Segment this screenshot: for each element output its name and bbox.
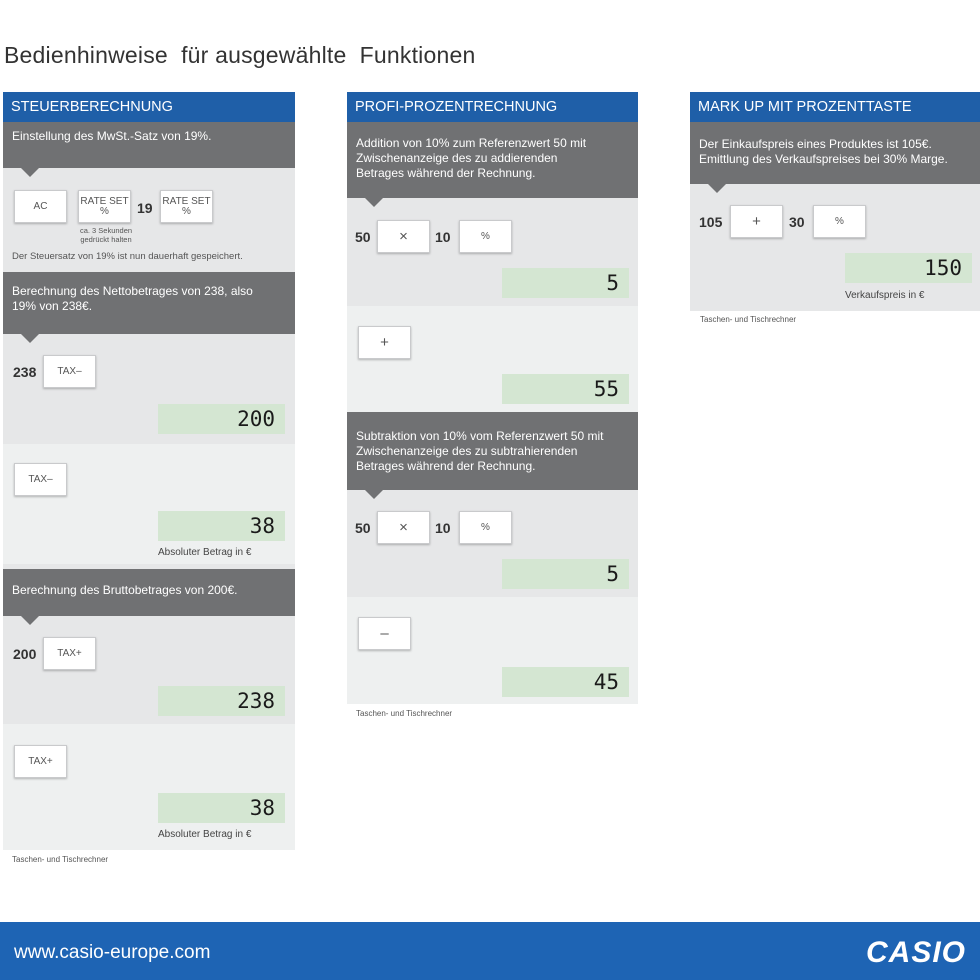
step-text: Berechnung des Nettobetrages von 238, also 19% von 238€. — [12, 284, 253, 313]
percent-key[interactable]: % — [459, 511, 512, 544]
lcd-display: 5 — [502, 268, 629, 298]
key-label: % — [182, 205, 191, 217]
tax-plus-key[interactable]: TAX+ — [43, 637, 96, 670]
footnote: Taschen- und Tischrechner — [700, 315, 797, 324]
key-label: % — [100, 205, 109, 217]
step-description — [347, 122, 638, 198]
tax-minus-key[interactable]: TAX– — [14, 463, 67, 496]
step-text: Einstellung des MwSt.-Satz von 19%. — [12, 129, 212, 143]
lcd-display: 45 — [502, 667, 629, 697]
multiply-key[interactable]: × — [377, 220, 430, 253]
percent-key[interactable]: % — [459, 220, 512, 253]
panel-header: MARK UP MIT PROZENTTASTE — [690, 92, 980, 122]
panel-header: PROFI-PROZENTRECHNUNG — [347, 92, 638, 122]
hold-note: ca. 3 Sekunden gedrückt halten — [79, 226, 133, 244]
saved-note: Der Steuersatz von 19% ist nun dauerhaft gespeichert. — [12, 251, 243, 262]
notch — [21, 334, 39, 343]
number-value: 200 — [13, 646, 37, 662]
step-description — [3, 569, 295, 616]
website-link[interactable]: www.casio-europe.com — [14, 942, 211, 963]
notch — [21, 168, 39, 177]
lcd-display: 38 — [158, 793, 285, 823]
panel-tax-calculation — [3, 92, 295, 850]
step-text: Subtraktion von 10% vom Referenzwert 50 mit Zwischenanzeige des zu subtrahierenden Betrages während der Rechnung. — [356, 429, 604, 473]
number-value: 50 — [355, 229, 371, 245]
rate-set-key[interactable] — [160, 190, 213, 223]
number-value: 50 — [355, 520, 371, 536]
footnote: Taschen- und Tischrechner — [12, 855, 109, 864]
ac-key[interactable]: AC — [14, 190, 67, 223]
number-value: 10 — [435, 229, 451, 245]
panel-markup — [690, 92, 980, 311]
footnote: Taschen- und Tischrechner — [356, 709, 453, 718]
page-title: Bedienhinweise für ausgewählte Funktionen — [4, 42, 476, 68]
number-value: 105 — [699, 214, 723, 230]
step-description — [690, 122, 980, 184]
display-caption: Absoluter Betrag in € — [158, 829, 252, 840]
key-label: RATE SET — [80, 195, 129, 207]
lcd-display: 5 — [502, 559, 629, 589]
plus-key[interactable]: + — [730, 205, 783, 238]
minus-key[interactable]: – — [358, 617, 411, 650]
lcd-display: 38 — [158, 511, 285, 541]
step-description — [3, 272, 295, 334]
percent-key[interactable]: % — [813, 205, 866, 238]
plus-key[interactable]: + — [358, 326, 411, 359]
multiply-key[interactable]: × — [377, 511, 430, 544]
number-value: 10 — [435, 520, 451, 536]
lcd-display: 200 — [158, 404, 285, 434]
panel-header: STEUERBERECHNUNG — [3, 92, 295, 122]
notch — [365, 198, 383, 207]
notch — [21, 616, 39, 625]
step-text: Der Einkaufspreis eines Produktes ist 105€. Emittlung des Verkaufspreises bei 30% Marge. — [699, 137, 948, 166]
lcd-display: 150 — [845, 253, 972, 283]
number-value: 30 — [789, 214, 805, 230]
notch — [365, 490, 383, 499]
number-value: 238 — [13, 364, 37, 380]
divider-band — [3, 444, 295, 564]
rate-set-key[interactable] — [78, 190, 131, 223]
lcd-display: 238 — [158, 686, 285, 716]
casio-logo: CASIO — [865, 936, 966, 969]
step-text: Berechnung des Bruttobetrages von 200€. — [12, 583, 238, 597]
key-label: RATE SET — [162, 195, 211, 207]
display-caption: Verkaufspreis in € — [845, 290, 925, 301]
step-description — [347, 412, 638, 490]
lcd-display: 55 — [502, 374, 629, 404]
panel-percent-calculation — [347, 92, 638, 704]
tax-minus-key[interactable]: TAX– — [43, 355, 96, 388]
number-value: 19 — [137, 200, 153, 216]
step-text: Addition von 10% zum Referenzwert 50 mit Zwischenanzeige des zu addierenden Betrages während der Rechnung. — [356, 136, 587, 180]
display-caption: Absoluter Betrag in € — [158, 547, 252, 558]
tax-plus-key[interactable]: TAX+ — [14, 745, 67, 778]
notch — [708, 184, 726, 193]
step-description — [3, 122, 295, 168]
footer-bar — [0, 922, 980, 980]
